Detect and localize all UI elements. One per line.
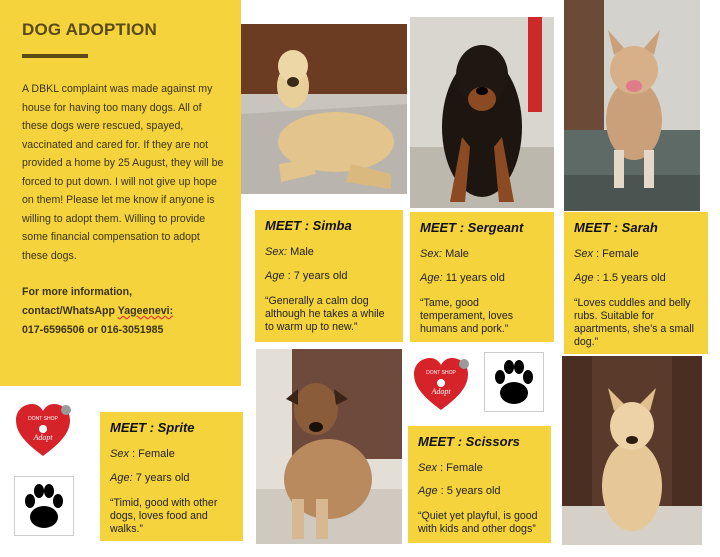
age-value: : 7 years old: [284, 270, 348, 282]
age-value: 7 years old: [132, 472, 190, 484]
dog-card-sarah: [564, 212, 708, 354]
sarah-photo: [564, 0, 700, 211]
simba-photo: [241, 24, 407, 194]
sex-label: Sex:: [265, 246, 288, 258]
adopt-heart-badge-right: [412, 356, 470, 414]
dog-card-scissors: [408, 426, 551, 543]
age-label: Age:: [110, 472, 133, 484]
dog-sex: [420, 248, 546, 260]
intro-body: A DBKL complaint was made against my house for having too many dogs. All of these dogs were rescued, spayed, vaccinated and cared for. If they are not provided a home by 25 August, they will be forced to put down. I will not give up hope on them! Please let me know if anyone is willing to adopt them. Willing to provide some financial compensation to adopt these dogs.: [22, 83, 224, 262]
sex-label: Sex: [574, 248, 593, 260]
page-title: DOG ADOPTION: [22, 20, 157, 39]
sex-value: Male: [287, 246, 314, 258]
dog-sex: [110, 448, 235, 460]
sex-label: Sex: [418, 462, 437, 474]
contact-info: [22, 283, 225, 340]
dog-quote: “Loves cuddles and belly rubs. Suitable for apartments, she’s a small dog.”: [574, 297, 694, 348]
dog-sex: [418, 462, 543, 474]
sex-label: Sex: [110, 448, 129, 460]
dog-age: [265, 270, 395, 282]
dog-quote: “Generally a calm dog although he takes a while to warm up to new.”: [265, 295, 385, 333]
dog-name: MEET : Scissors: [418, 434, 520, 449]
sex-value: Male: [442, 248, 469, 260]
sex-value: : Female: [436, 462, 483, 474]
sex-label: Sex:: [420, 248, 443, 260]
contact-phones: 017-6596506 or 016-3051985: [22, 324, 164, 336]
age-value: : 1.5 years old: [593, 272, 666, 284]
dog-quote: “Timid, good with other dogs, loves food and walks.”: [110, 497, 218, 535]
age-value: 11 years old: [442, 272, 505, 284]
contact-name: Yageenevi:: [117, 305, 174, 317]
dog-card-sprite: [100, 412, 243, 541]
badge-line2: Adopt: [431, 387, 451, 396]
age-label: Age: [574, 272, 594, 284]
scissors-photo: [562, 356, 702, 545]
dog-age: [110, 472, 235, 484]
sex-value: : Female: [592, 248, 639, 260]
sergeant-photo: [410, 17, 554, 208]
paw-print-icon: [484, 352, 544, 412]
dog-quote: “Tame, good temperament, loves humans and pork.”: [420, 297, 514, 335]
age-value: : 5 years old: [437, 485, 501, 497]
contact-prefix: contact/WhatsApp: [22, 305, 118, 317]
adopt-heart-badge-left: [14, 402, 72, 460]
badge-line1: DONT SHOP: [28, 416, 58, 422]
intro-panel: [0, 0, 241, 386]
dog-name: MEET : Sergeant: [420, 220, 524, 235]
paw-print-icon: [14, 476, 74, 536]
dog-sex: [574, 248, 700, 260]
age-label: Age: [418, 485, 438, 497]
sprite-photo: [256, 349, 402, 544]
dog-age: [420, 272, 546, 284]
age-label: Age:: [420, 272, 443, 284]
sex-value: : Female: [128, 448, 175, 460]
dog-name: MEET : Sarah: [574, 220, 658, 235]
dog-card-simba: [255, 210, 403, 342]
dog-quote: “Quiet yet playful, is good with kids and other dogs”: [418, 510, 538, 535]
dog-name: MEET : Sprite: [110, 420, 195, 435]
contact-line-1: For more information,: [22, 286, 133, 298]
badge-line2: Adopt: [33, 433, 53, 442]
title-underline: [22, 54, 88, 58]
badge-line1: DONT SHOP: [426, 370, 456, 376]
dog-sex: [265, 246, 395, 258]
dog-card-sergeant: [410, 212, 554, 342]
dog-age: [574, 272, 700, 284]
age-label: Age: [265, 270, 285, 282]
dog-age: [418, 485, 543, 497]
dog-name: MEET : Simba: [265, 218, 352, 233]
